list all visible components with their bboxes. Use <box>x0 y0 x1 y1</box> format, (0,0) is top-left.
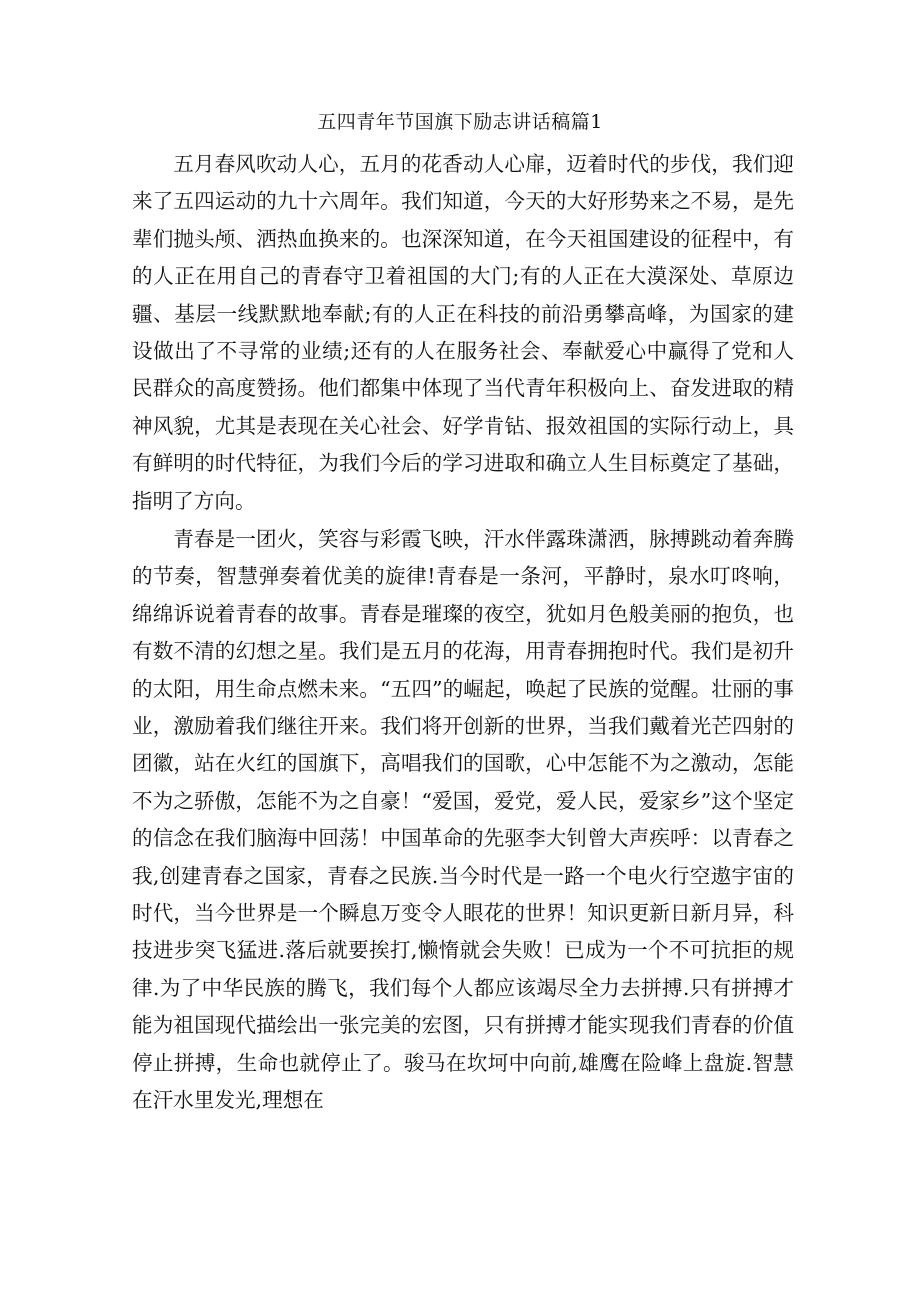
document-title: 五四青年节国旗下励志讲话稿篇1 <box>317 111 603 133</box>
paragraph-2: 青春是一团火，笑容与彩霞飞映，汗水伴露珠潇洒，脉搏跳动着奔腾的节奏，智慧弹奏着优美的旋律!青春是一条河，平静时，泉水叮咚响，绵绵诉说着青春的故事。青春是璀璨的夜空，犹如月色般美丽的抱负，也有数不清的幻想之星。我们是五月的花海，用青春拥抱时代。我们是初升的太阳，用生命点燃未来。“五四”的崛起，唤起了民族的觉醒。壮丽的事业，激励着我们继往开来。我们将开创新的世界，当我们戴着光芒四射的团徽，站在火红的国旗下，高唱我们的国歌，心中怎能不为之激动，怎能不为之骄傲，怎能不为之自豪！“爱国，爱党，爱人民，爱家乡”这个坚定的信念在我们脑海中回荡！中国革命的先驱李大钊曾大声疾呼：以青春之我,创建青春之国家，青春之民族.当今时代是一路一个电火行空遨宇宙的时代，当今世界是一个瞬息万变令人眼花的世界！知识更新日新月异，科技进步突飞猛进.落后就要挨打,懒惰就会失败！已成为一个不可抗拒的规律.为了中华民族的腾飞，我们每个人都应该竭尽全力去拼搏.只有拼搏才能为祖国现代描绘出一张完美的宏图，只有拼搏才能实现我们青春的价值停止拼搏，生命也就停止了。骏马在坎坷中向前,雄鹰在险峰上盘旋.智慧在汗水里发光,理想在 <box>132 527 794 1113</box>
paragraph-1: 五月春风吹动人心，五月的花香动人心扉，迈着时代的步伐，我们迎来了五四运动的九十六周年。我们知道，今天的大好形势来之不易，是先辈们抛头颅、洒热血换来的。也深深知道，在今天祖国建设的征程中，有的人正在用自己的青春守卫着祖国的大门;有的人正在大漠深处、草原边疆、基层一线默默地奉献;有的人正在科技的前沿勇攀高峰，为国家的建设做出了不寻常的业绩;还有的人在服务社会、奉献爱心中赢得了党和人民群众的高度赞扬。他们都集中体现了当代青年积极向上、奋发进取的精神风貌，尤其是表现在关心社会、好学肯钻、报效祖国的实际行动上，具有鲜明的时代特征，为我们今后的学习进取和确立人生目标奠定了基础，指明了方向。 <box>132 152 794 513</box>
